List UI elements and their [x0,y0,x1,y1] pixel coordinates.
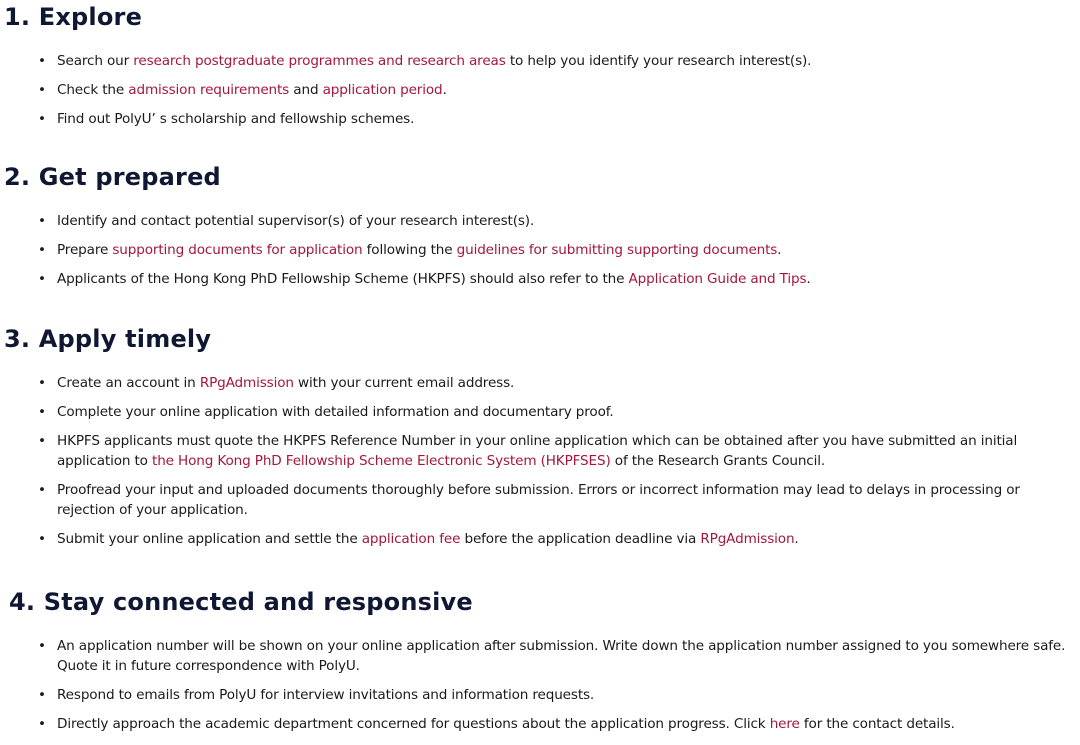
section-heading-apply-timely: 3. Apply timely [4,325,212,353]
item-text: to help you identify your research interest(s). [505,53,812,69]
section-stay-connected [0,587,1080,743]
list-item [0,269,1080,289]
list-item [0,431,1080,471]
item-text: and [289,82,323,98]
list-item [0,529,1080,549]
rpgadmission-link[interactable]: RPgAdmission [199,375,294,391]
item-text: . [442,82,447,98]
section-get-prepared [0,162,1080,298]
item-text: Create an account in [57,375,200,391]
guidelines-link[interactable]: guidelines for submitting supporting documents [456,242,778,258]
section-heading-stay-connected: 4. Stay connected and responsive [9,588,473,616]
item-text: An application number will be shown on your online application after submission. Write down the application number assigned to you somewhere safe. Quote it in future correspondence with PolyU. [57,638,1066,674]
item-text: Submit your online application and settle the [57,531,362,547]
item-text: Check the [57,82,129,98]
item-text: . [794,531,799,547]
application-fee-link[interactable]: application fee [361,531,461,547]
item-text: Prepare [57,242,113,258]
list-item [0,480,1080,520]
list-item [0,211,1080,231]
hkpfses-link[interactable]: the Hong Kong PhD Fellowship Scheme Electronic System (HKPFSES) [152,453,611,469]
item-text: Identify and contact potential supervisor(s) of your research interest(s). [57,213,535,229]
item-text: before the application deadline via [460,531,701,547]
application-period-link[interactable]: application period [322,82,443,98]
item-text: HKPFS applicants must quote the HKPFS Reference Number in your online application which can be obtained after you have submitted an initial application to [57,433,1018,469]
list-item [0,402,1080,422]
item-text: Respond to emails from PolyU for interview invitations and information requests. [57,687,595,703]
list-item [0,714,1080,734]
item-text: of the Research Grants Council. [610,453,826,469]
list-item [0,685,1080,705]
item-text: Find out PolyU’ s scholarship and fellowship schemes. [57,111,415,127]
bullet-list [0,373,1080,549]
section-heading-get-prepared: 2. Get prepared [4,163,221,191]
here-link[interactable]: here [769,716,800,732]
section-heading-explore: 1. Explore [4,3,143,31]
item-text: following the [362,242,457,258]
item-text: Proofread your input and uploaded documents thoroughly before submission. Errors or incorrect information may lead to delays in processing or rejection of your application. [57,482,1020,518]
bullet-list [0,51,1080,129]
item-text: for the contact details. [799,716,955,732]
item-text: . [777,242,782,258]
research-programmes-link[interactable]: research postgraduate programmes and research areas [133,53,506,69]
application-guide-link[interactable]: Application Guide and Tips [628,271,807,287]
list-item [0,373,1080,393]
rpgadmission-link[interactable]: RPgAdmission [700,531,795,547]
list-item [0,240,1080,260]
item-text: with your current email address. [293,375,515,391]
section-apply-timely [0,324,1080,558]
bullet-list [0,636,1080,734]
list-item [0,51,1080,71]
supporting-documents-link[interactable]: supporting documents for application [112,242,363,258]
item-text: . [806,271,811,287]
item-text: Applicants of the Hong Kong PhD Fellowship Scheme (HKPFS) should also refer to the [57,271,629,287]
list-item [0,109,1080,129]
admission-requirements-link[interactable]: admission requirements [128,82,290,98]
section-explore [0,2,1080,138]
bullet-list [0,211,1080,289]
item-text: Search our [57,53,134,69]
list-item [0,80,1080,100]
item-text: Directly approach the academic department concerned for questions about the application progress. Click [57,716,770,732]
list-item [0,636,1080,676]
item-text: Complete your online application with detailed information and documentary proof. [57,404,614,420]
